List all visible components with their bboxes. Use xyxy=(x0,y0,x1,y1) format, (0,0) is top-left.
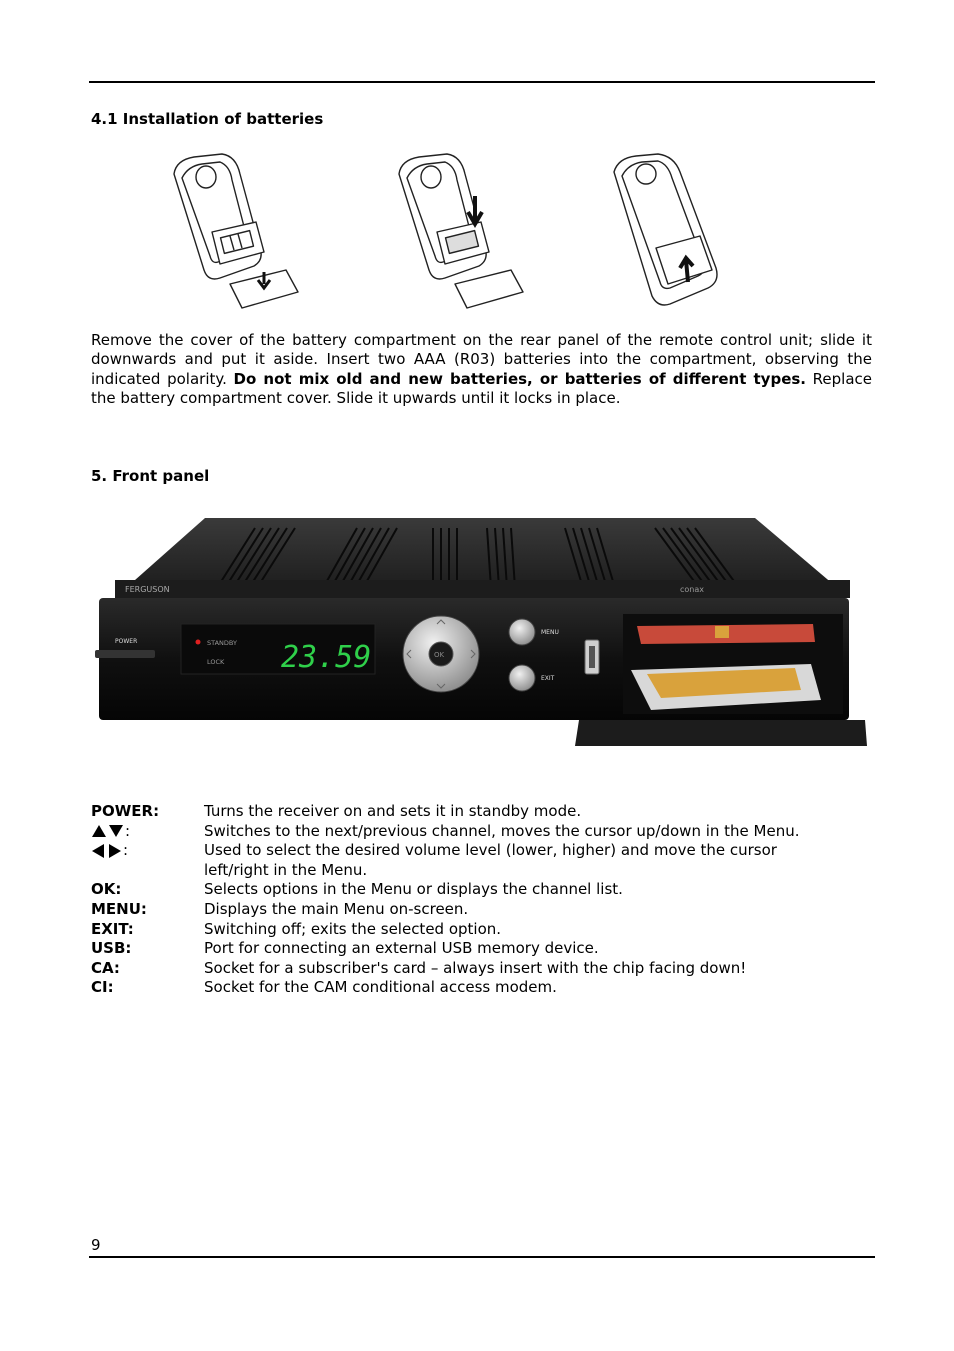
def-term: MENU: xyxy=(91,899,147,918)
menu-label: MENU xyxy=(541,629,559,636)
def-desc: Socket for the CAM conditional access modem. xyxy=(204,978,557,997)
def-term-updown xyxy=(91,822,204,842)
def-desc: Displays the main Menu on-screen. xyxy=(204,899,469,918)
receiver-front-panel-image xyxy=(95,514,870,750)
def-term: EXIT: xyxy=(91,919,134,938)
def-term-colon: : xyxy=(123,841,129,860)
battery-instructions xyxy=(91,331,872,408)
definition-row-menu xyxy=(91,900,881,920)
battery-warning: Do not mix old and new batteries, or batteries of different types. xyxy=(233,369,806,388)
conax-badge: conax xyxy=(680,585,704,594)
def-desc: Used to select the desired volume level (lower, higher) and move the cursor left/right in the Menu. xyxy=(204,841,777,879)
battery-text-part1: Remove the cover of the battery compartment on the rear panel of the remote control unit; slide it downwards and put it aside. Insert two AAA (R03) batteries into the compartment, observing the indicated polarity. xyxy=(91,331,872,388)
standby-led xyxy=(196,640,201,645)
section-heading-front-panel: 5. Front panel xyxy=(91,467,210,485)
def-desc: Switches to the next/previous channel, moves the cursor up/down in the Menu. xyxy=(204,821,800,840)
definition-row-updown xyxy=(91,822,881,842)
brand-logo: FERGUSON xyxy=(125,585,170,594)
battery-text-part2: Replace the battery compartment cover. Slide it upwards until it locks in place. xyxy=(91,369,872,407)
definitions-list xyxy=(91,802,881,998)
remote-illustration-2 xyxy=(393,152,533,312)
def-desc: Turns the receiver on and sets it in standby mode. xyxy=(204,802,582,820)
left-right-arrows-icon xyxy=(91,844,123,858)
exit-label: EXIT xyxy=(541,675,555,682)
remote-illustration-3 xyxy=(608,152,728,312)
remote-illustration-1 xyxy=(168,152,308,312)
definition-row-usb xyxy=(91,939,881,959)
definition-row-exit xyxy=(91,920,881,940)
def-term: CA: xyxy=(91,958,120,977)
top-rule xyxy=(89,81,875,83)
definition-row-ci xyxy=(91,978,881,998)
def-term: OK: xyxy=(91,880,122,899)
def-desc: Switching off; exits the selected option. xyxy=(204,919,502,938)
def-desc: Socket for a subscriber's card – always insert with the chip facing down! xyxy=(204,958,747,977)
definition-row-ca xyxy=(91,959,881,979)
def-desc: Selects options in the Menu or displays the channel list. xyxy=(204,880,623,899)
time-display: 23.59 xyxy=(281,640,372,675)
definition-row-ok xyxy=(91,880,881,900)
page-number: 9 xyxy=(91,1236,101,1254)
def-desc: Port for connecting an external USB memory device. xyxy=(204,939,599,958)
def-term: CI: xyxy=(91,978,114,997)
def-term: USB: xyxy=(91,939,132,958)
power-label: POWER xyxy=(115,638,138,645)
def-term: POWER: xyxy=(91,802,160,820)
definition-row-leftright xyxy=(91,841,881,880)
up-down-arrows-icon xyxy=(91,824,125,838)
lock-label: LOCK xyxy=(207,658,225,666)
bottom-rule xyxy=(89,1256,875,1258)
definition-row-power xyxy=(91,802,881,822)
standby-label: STANDBY xyxy=(207,639,237,647)
section-heading-batteries: 4.1 Installation of batteries xyxy=(91,110,324,128)
ok-label: OK xyxy=(434,651,445,659)
def-term-leftright xyxy=(91,841,204,880)
def-term-colon: : xyxy=(125,821,131,840)
